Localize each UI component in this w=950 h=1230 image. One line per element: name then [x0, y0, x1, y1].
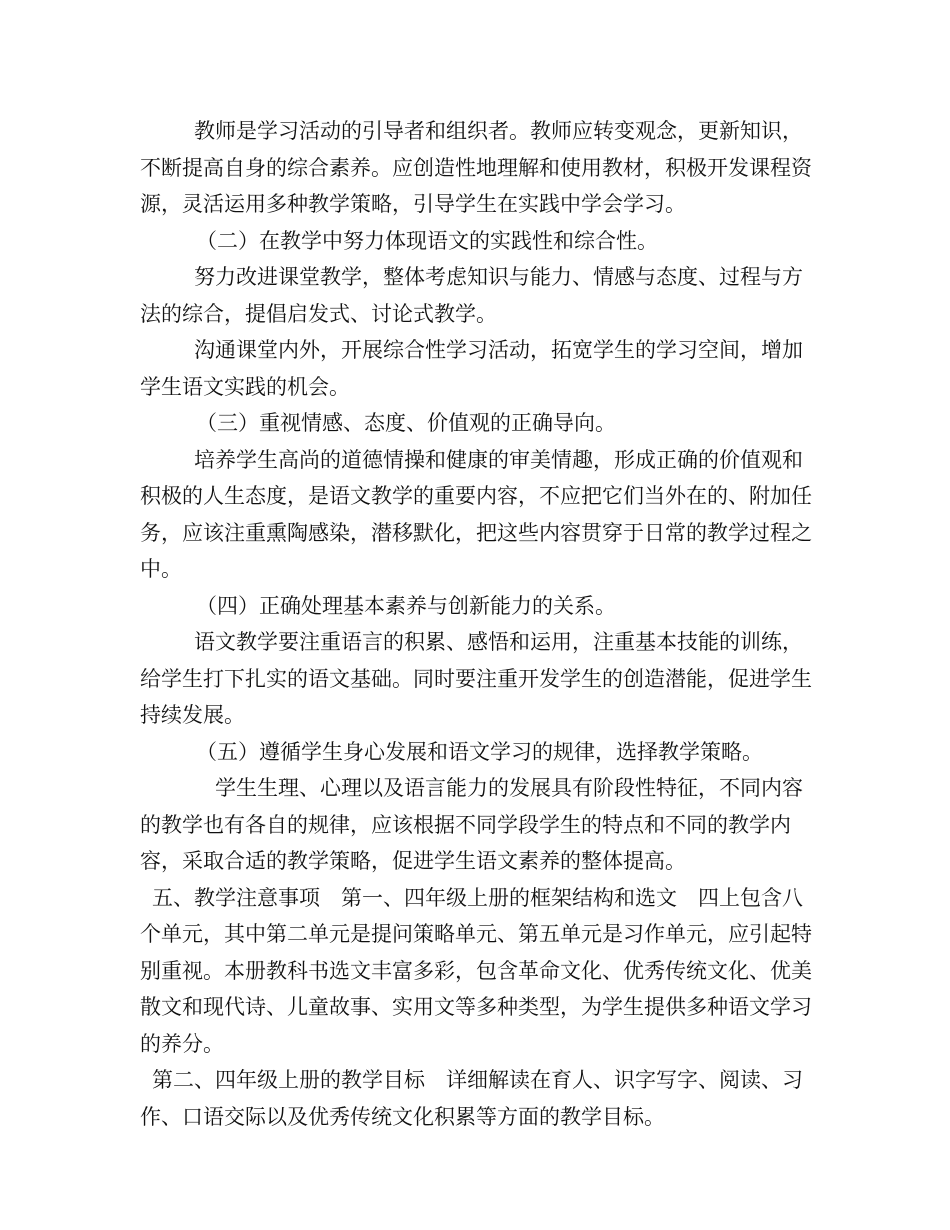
paragraph-comprehensive-learning: 沟通课堂内外，开展综合性学习活动，拓宽学生的学习空间，增加学生语文实践的机会。	[140, 338, 803, 399]
document-body	[140, 113, 820, 1135]
paragraph-basic-literacy: 语文教学要注重语言的积累、感悟和运用，注重基本技能的训练，给学生打下扎实的语文基础。同时要注重开发学生的创造潜能，促进学生持续发展。	[140, 630, 812, 727]
heading-section-5: （五）遵循学生身心发展和语文学习的规律，选择教学策略。	[196, 739, 763, 764]
heading-section-4: （四）正确处理基本素养与创新能力的关系。	[196, 593, 616, 618]
paragraph-teaching-goals: 第二、四年级上册的教学目标 详细解读在育人、识字写字、阅读、习作、口语交际以及优秀传统文化积累等方面的教学目标。	[140, 1068, 803, 1129]
heading-section-2: （二）在教学中努力体现语文的实践性和综合性。	[196, 228, 658, 253]
paragraph-values-guidance: 培养学生高尚的道德情操和健康的审美情趣，形成正确的价值观和积极的人生态度，是语文教学的重要内容，不应把它们当外在的、附加任务，应该注重熏陶感染，潜移默化，把这些内容贯穿于日常的教学过程之中。	[140, 447, 812, 581]
paragraph-teaching-notes: 五、教学注意事项 第一、四年级上册的框架结构和选文 四上包含八个单元，其中第二单元是提问策略单元、第五单元是习作单元，应引起特别重视。本册教科书选文丰富多彩，包含革命文化、优秀传统文化、优美散文和现代诗、儿童故事、实用文等多种类型，为学生提供多种语文学习的养分。	[140, 885, 812, 1056]
paragraph-classroom-teaching: 努力改进课堂教学，整体考虑知识与能力、情感与态度、过程与方法的综合，提倡启发式、讨论式教学。	[140, 265, 803, 326]
heading-section-3: （三）重视情感、态度、价值观的正确导向。	[196, 411, 616, 435]
paragraph-teacher-role: 教师是学习活动的引导者和组织者。教师应转变观念，更新知识，不断提高自身的综合素养。应创造性地理解和使用教材，积极开发课程资源，灵活运用多种教学策略，引导学生在实践中学会学习。	[140, 119, 812, 216]
paragraph-development-stages: 学生生理、心理以及语言能力的发展具有阶段性特征，不同内容的教学也有各自的规律，应该根据不同学段学生的特点和不同的教学内容，采取合适的教学策略，促进学生语文素养的整体提高。	[140, 776, 803, 873]
